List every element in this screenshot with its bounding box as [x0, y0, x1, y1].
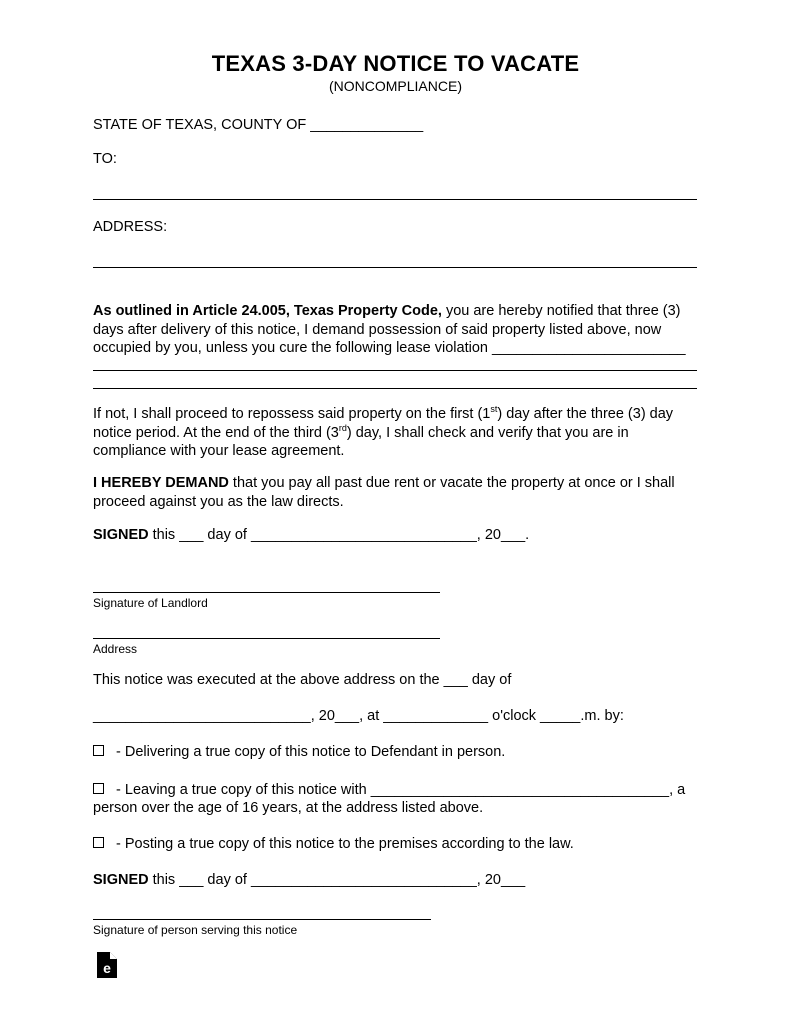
executed-line: This notice was executed at the above address on the ___ day of [93, 672, 512, 688]
to-label: TO: [93, 151, 117, 167]
document-title: TEXAS 3-DAY NOTICE TO VACATE [211, 51, 580, 76]
signed-line-landlord: SIGNED this ___ day of ____________________________, 20___. [93, 527, 530, 543]
violation-blank-line-1 [93, 370, 697, 371]
checkbox-icon[interactable] [93, 745, 104, 756]
repossess-paragraph: If not, I shall proceed to repossess said property on the first (1st) day after the three (3) day notice period. At the end of the third (3rd) day, I shall check and verify that you are in compliance with your lease agreement. [93, 404, 674, 459]
notice-paragraph [93, 302, 703, 358]
date-time-line: ___________________________, 20___, at _____________ o'clock _____.m. by: [93, 708, 624, 724]
demand-heading: I HEREBY DEMAND [93, 475, 229, 491]
address-label: ADDRESS: [93, 219, 168, 235]
to-blank-line [93, 199, 697, 200]
landlord-address-label: Address [93, 642, 138, 656]
server-signature-label: Signature of person serving this notice [93, 923, 298, 937]
landlord-signature-label: Signature of Landlord [93, 596, 208, 610]
eforms-logo-icon [97, 952, 117, 978]
notice-paragraph-text: you are hereby notified that three (3) days after delivery of this notice, I demand possession of said property listed above, now occupied by you, unless you cure the following lease violation ________________________ [93, 303, 686, 356]
landlord-signature-line [93, 592, 440, 593]
address-blank-line [93, 267, 697, 268]
document-subtitle: (NONCOMPLIANCE) [328, 78, 462, 94]
option-leaving-continued: person over the age of 16 years, at the address listed above. [93, 800, 484, 816]
option-posting: - Posting a true copy of this notice to the premises according to the law. [93, 836, 574, 852]
violation-blank-line-2 [93, 388, 697, 389]
landlord-address-line [93, 638, 440, 639]
checkbox-icon[interactable] [93, 837, 104, 848]
server-signature-line [93, 919, 431, 920]
option-leaving: - Leaving a true copy of this notice with _____________________________________, a [93, 782, 685, 798]
demand-paragraph: I HEREBY DEMAND that you pay all past due rent or vacate the property at once or I shall proceed against you as the law directs. [93, 475, 675, 510]
article-reference: As outlined in Article 24.005, Texas Property Code, [93, 303, 442, 319]
signed-line-server: SIGNED this ___ day of ____________________________, 20___ [93, 872, 526, 888]
checkbox-icon[interactable] [93, 783, 104, 794]
svg-text:e: e [103, 960, 111, 976]
state-county-line: STATE OF TEXAS, COUNTY OF ______________ [93, 117, 424, 133]
option-delivering: - Delivering a true copy of this notice to Defendant in person. [93, 744, 505, 760]
